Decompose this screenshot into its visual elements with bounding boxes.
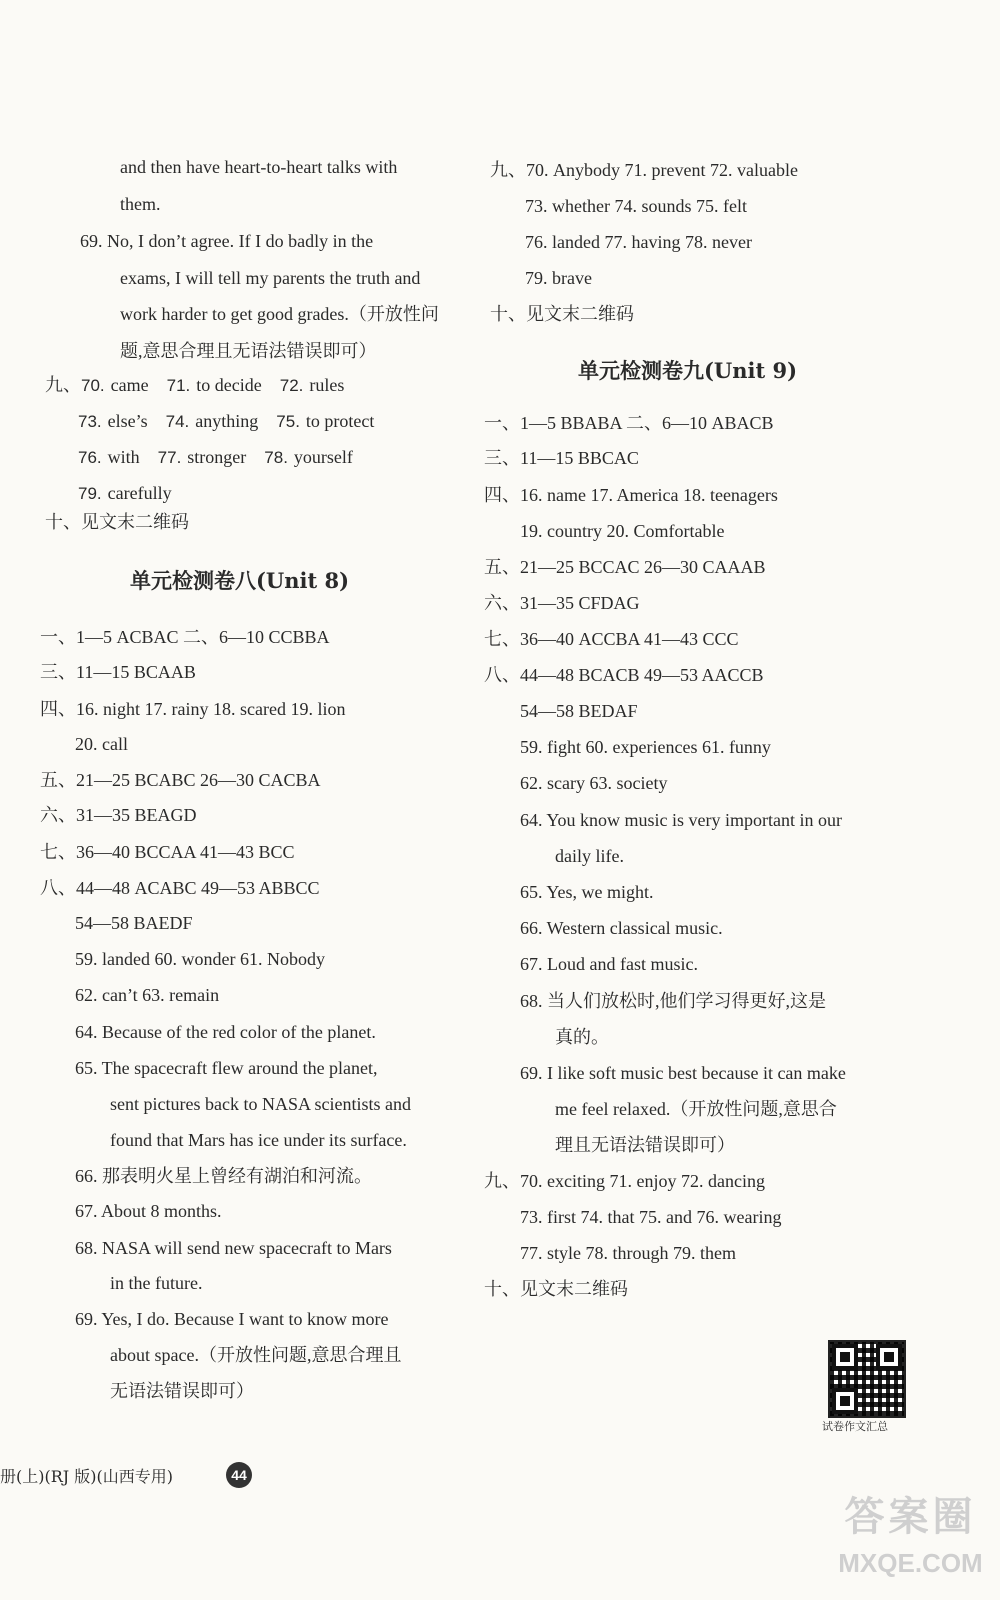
watermark (828, 1490, 993, 1595)
answer-line: 五、21—25 BCABC 26—30 CACBA (40, 770, 321, 790)
answer-line: 73. first 74. that 75. and 76. wearing (520, 1207, 782, 1227)
answer-line: 无语法错误即可） (110, 1381, 254, 1401)
answer-line: 十、见文末二维码 (484, 1279, 628, 1299)
answer-word: came (110, 375, 149, 395)
answer-word: yourself (293, 447, 353, 467)
qr-corner-mark (832, 1388, 858, 1414)
answer-line: 20. call (75, 734, 128, 754)
answer-number: 78. (264, 448, 288, 467)
answer-word: to protect (305, 411, 375, 431)
answer-number: 79. (78, 484, 102, 503)
answer-line: 六、31—35 BEAGD (40, 805, 197, 825)
answer-line: 四、16. night 17. rainy 18. scared 19. lion (40, 699, 346, 719)
answer-line: 五、21—25 BCCAC 26—30 CAAAB (484, 557, 766, 577)
qr-code[interactable] (828, 1340, 906, 1418)
answer-line: 69. Yes, I do. Because I want to know more (75, 1309, 389, 1329)
answer-line: 59. landed 60. wonder 61. Nobody (75, 949, 325, 969)
answer-line: 67. About 8 months. (75, 1201, 222, 1221)
answer-line: 79. brave (525, 268, 592, 288)
answer-line: 七、36—40 ACCBA 41—43 CCC (484, 629, 739, 649)
answer-line: 65. The spacecraft flew around the planet, (75, 1058, 378, 1078)
watermark-url: MXQE.COM (838, 1548, 983, 1578)
answer-line: 73. whether 74. sounds 75. felt (525, 196, 747, 216)
answer-word: else’s (107, 411, 148, 431)
answer-line: 九、70. Anybody 71. prevent 72. valuable (490, 160, 798, 180)
answer-line: found that Mars has ice under its surface. (110, 1130, 407, 1150)
answer-line: 64. Because of the red color of the planet. (75, 1022, 376, 1042)
answer-line (45, 373, 362, 398)
answer-line: 69. I like soft music best because it can make (520, 1063, 846, 1083)
answer-word: rules (309, 375, 345, 395)
answer-line: 68. NASA will send new spacecraft to Mars (75, 1238, 392, 1258)
answer-line: 十、见文末二维码 (490, 304, 634, 324)
answer-line: 三、11—15 BCAAB (40, 662, 196, 682)
answer-line: 66. 那表明火星上曾经有湖泊和河流。 (75, 1166, 372, 1186)
answer-line: 62. can’t 63. remain (75, 985, 220, 1005)
answer-line: 八、44—48 BCACB 49—53 AACCB (484, 665, 764, 685)
answer-line: 54—58 BEDAF (520, 701, 638, 721)
left-ten-line: 十、见文末二维码 (45, 512, 189, 532)
answer-line: 64. You know music is very important in our (520, 810, 842, 830)
answer-line: 真的。 (555, 1027, 609, 1047)
answer-line: 59. fight 60. experiences 61. funny (520, 737, 771, 757)
answer-line: about space.（开放性问题,意思合理且 (110, 1345, 402, 1365)
answer-line: 七、36—40 BCCAA 41—43 BCC (40, 842, 295, 862)
answer-line: 69. No, I don’t agree. If I do badly in the (80, 231, 374, 251)
answer-word: to decide (196, 375, 262, 395)
answer-number: 73. (78, 412, 102, 431)
answer-number: 71. (166, 376, 191, 395)
answer-word: anything (195, 411, 259, 431)
answer-line: exams, I will tell my parents the truth and (120, 268, 421, 288)
answer-line: and then have heart-to-heart talks with (120, 157, 398, 177)
answer-line: them. (120, 194, 161, 214)
answer-number: 74. (165, 412, 190, 431)
answer-line: 77. style 78. through 79. them (520, 1243, 736, 1263)
answer-line: 67. Loud and fast music. (520, 954, 698, 974)
answer-line: 题,意思合理且无语法错误即可） (120, 341, 377, 361)
answer-line: 九、70. exciting 71. enjoy 72. dancing (484, 1171, 765, 1191)
answer-line: 19. country 20. Comfortable (520, 521, 725, 541)
answer-line: 三、11—15 BBCAC (484, 448, 639, 468)
answer-line: 68. 当人们放松时,他们学习得更好,这是 (520, 991, 826, 1011)
unit8-title: 单元检测卷八(Unit 8) (130, 568, 350, 593)
answer-line: 四、16. name 17. America 18. teenagers (484, 485, 778, 505)
watermark-logo: 答案圈 (844, 1495, 977, 1539)
answer-line: 76. landed 77. having 78. never (525, 232, 752, 252)
answer-line: in the future. (110, 1273, 203, 1293)
answer-line: 理且无语法错误即可） (555, 1135, 735, 1155)
answer-line (78, 409, 392, 434)
footer-label: 册(上)(RJ 版)(山西专用) (0, 1467, 174, 1486)
answer-word: carefully (107, 483, 172, 503)
answer-word: stronger (187, 447, 247, 467)
qr-caption: 试卷作文汇总 (822, 1421, 888, 1433)
qr-corner-mark (876, 1344, 902, 1370)
answer-number: 77. (157, 448, 182, 467)
answer-line: work harder to get good grades.（开放性问 (120, 304, 439, 324)
answer-line: 65. Yes, we might. (520, 882, 654, 902)
answer-line (78, 445, 371, 470)
answer-line: 一、1—5 ACBAC 二、6—10 CCBBA (40, 627, 330, 647)
answer-line: 六、31—35 CFDAG (484, 593, 640, 613)
answer-line: 54—58 BAEDF (75, 913, 193, 933)
answer-line: 66. Western classical music. (520, 918, 723, 938)
qr-corner-mark (832, 1344, 858, 1370)
section-prefix: 九、 (45, 375, 81, 395)
answer-line (78, 481, 190, 506)
answer-word: with (107, 447, 140, 467)
answer-line: 一、1—5 BBABA 二、6—10 ABACB (484, 413, 774, 433)
answer-number: 75. (276, 412, 300, 431)
answer-line: me feel relaxed.（开放性问题,意思合 (555, 1099, 837, 1119)
answer-line: 62. scary 63. society (520, 773, 668, 793)
answer-line: 八、44—48 ACABC 49—53 ABBCC (40, 878, 320, 898)
answer-number: 70. (81, 376, 105, 395)
unit9-title: 单元检测卷九(Unit 9) (578, 358, 798, 383)
answer-line: sent pictures back to NASA scientists and (110, 1094, 411, 1114)
answer-number: 72. (279, 376, 304, 395)
answer-line: daily life. (555, 846, 624, 866)
answer-number: 76. (78, 448, 102, 467)
page-number: 44 (226, 1462, 252, 1488)
